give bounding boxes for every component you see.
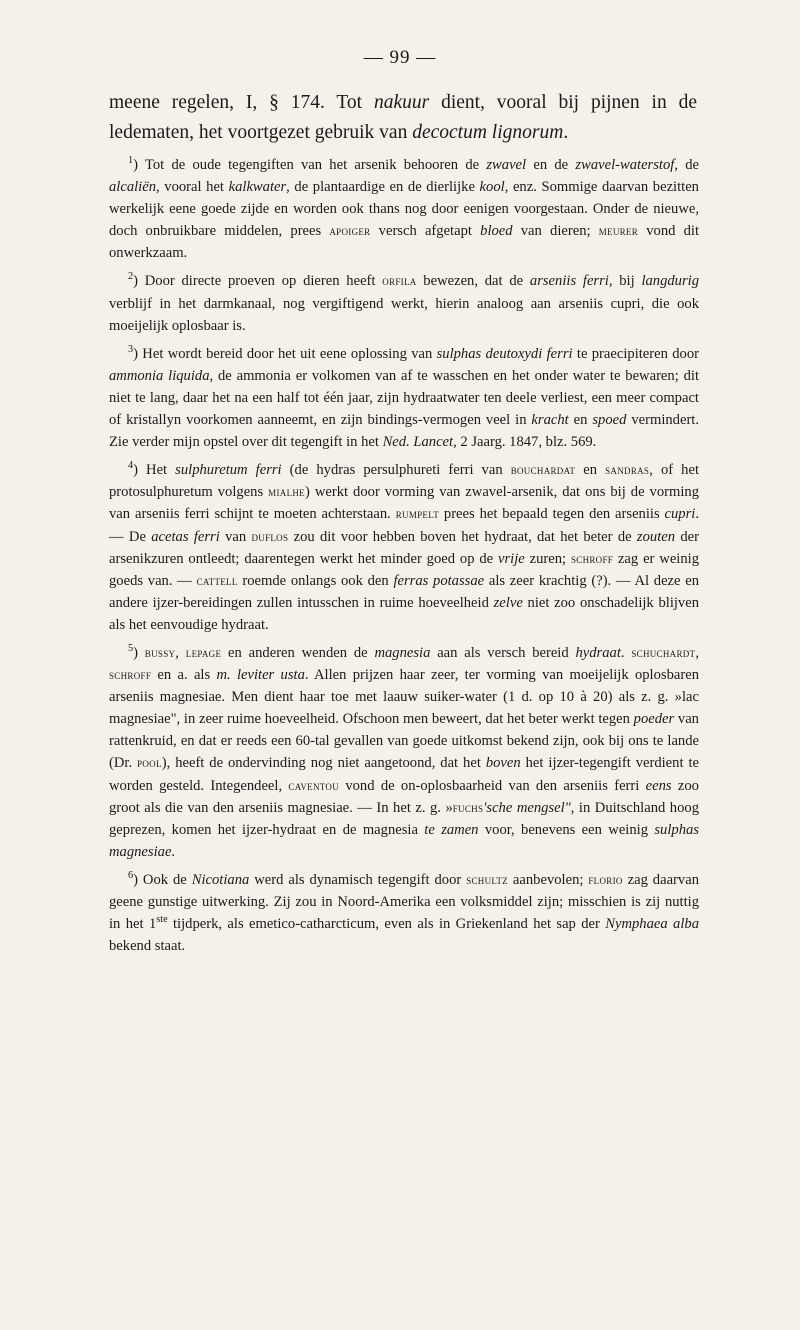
text-run: , bij xyxy=(608,273,642,290)
author-name: pool xyxy=(137,755,162,771)
text-run: ) Het wordt bereid door het uit eene oplossing van xyxy=(133,345,437,362)
author-name: schultz xyxy=(466,871,508,887)
italic-term: alcaliën xyxy=(109,179,157,196)
italic-term: kracht xyxy=(531,412,569,429)
text-run: werd als dynamisch tegengift door xyxy=(249,871,467,888)
italic-term: magnesia xyxy=(374,644,431,661)
author-name: schroff xyxy=(570,550,614,566)
italic-term: zwavel xyxy=(486,157,527,173)
footnote-5 xyxy=(109,642,699,863)
footnote-marker: 5 xyxy=(128,643,134,655)
italic-term: te zamen xyxy=(424,821,479,838)
text-run: zou dit voor hebben boven het hydraat, dat het beter de xyxy=(288,528,637,545)
italic-term: zwavel-waterstof xyxy=(575,157,675,173)
footnote-marker: 2 xyxy=(128,271,134,283)
text-run: en a. als xyxy=(151,667,217,684)
text-run: tijdperk, als emetico-catharcticum, even als in Griekenland het sap der xyxy=(167,916,606,933)
text-run: vermindert. Zie verder mijn opstel over dit tegengift in het xyxy=(109,412,700,451)
text-run: , in Duitschland hoog geprezen, komen het ijzer-hydraat en de magnesia xyxy=(109,799,699,838)
author-name: sandras xyxy=(605,462,650,478)
text-run: voor, benevens een weinig xyxy=(478,821,655,838)
footnote-marker: 4 xyxy=(128,460,134,472)
italic-term: zouten xyxy=(636,528,676,545)
text-run: bewezen, dat de xyxy=(416,273,530,290)
text-run: roemde onlangs ook den xyxy=(237,572,394,589)
text-run: ) Het xyxy=(133,462,176,479)
italic-term: zelve xyxy=(493,594,523,611)
text-run: der arsenikzuren ontleedt; daarentegen werkt het minder goed op de xyxy=(109,528,699,567)
italic-term: 'sche mengsel" xyxy=(483,799,571,816)
italic-term: langdurig xyxy=(641,273,700,290)
author-name: schroff xyxy=(109,667,152,683)
text-run: zag daarvan geene gunstige uitwerking. Zij zou in Noord-Amerika een volksmiddel zijn; misschien is zij nuttig in het 1 xyxy=(109,871,699,933)
text-run: als zeer krachtig (?). — Al deze en andere ijzer-bereidingen zullen intusschen in ruime hoeveelheid xyxy=(109,572,700,611)
text-run: , of het protosulphuretum volgens xyxy=(109,462,700,501)
author-name: schuchardt xyxy=(631,644,696,660)
footnote-marker: 3 xyxy=(128,343,134,355)
author-name: meurer xyxy=(598,223,639,239)
italic-term: sulphas deutoxydi ferri xyxy=(436,345,573,362)
text-run: ) werkt door vorming van zwavel-arsenik, dat ons bij de vorming van arseniis ferri schijnt te moeten achterstaan. xyxy=(109,484,700,523)
footnote-1 xyxy=(109,154,699,264)
text-run: vond de on-oplosbaarheid van den arseniis ferri xyxy=(339,777,646,794)
footnote-marker: 6 xyxy=(128,870,134,882)
text-run: , enz. Sommige daarvan bezitten werkelijk eene goede zijde en worden ook thans nog door eenigen voorgestaan. Onder de nieuwe, doch onbruikbare middelen, prees xyxy=(109,179,699,240)
italic-term: m. leviter usta xyxy=(216,667,305,684)
text-run: ), heeft de ondervinding nog niet aangetoond, dat het xyxy=(161,755,486,772)
text-run: zag er weinig goeds van. — xyxy=(109,550,699,589)
footnote-marker: 1 xyxy=(128,155,134,167)
author-name: fuchs xyxy=(452,799,484,815)
italic-term: kool xyxy=(479,179,505,196)
footnote-6 xyxy=(109,869,699,957)
italic-term: ammonia liquida xyxy=(109,367,210,384)
text-run: versch afgetapt xyxy=(370,223,481,240)
author-name: lepage xyxy=(185,644,222,660)
text-run: zuren; xyxy=(524,550,571,567)
author-name: rumpelt xyxy=(395,506,439,522)
footnote-3 xyxy=(109,343,699,453)
text-run: vond dit onwerkzaam. xyxy=(109,223,700,262)
text-run: , xyxy=(175,644,186,661)
main-paragraph-text xyxy=(109,88,697,148)
text-run: , de xyxy=(674,157,700,173)
italic-term: acetas ferri xyxy=(151,528,220,545)
text-run: niet zoo onschadelijk blijven als het eenvoudige hydraat. xyxy=(109,594,700,633)
italic-term: Ned. Lancet xyxy=(382,434,454,451)
author-name: bouchardat xyxy=(510,462,576,478)
text-run: prees het bepaald tegen den arseniis xyxy=(439,506,665,523)
italic-term: sulphas magnesiae xyxy=(109,821,699,860)
author-name: orfila xyxy=(382,273,417,289)
text-run: , vooral het xyxy=(156,179,229,196)
italic-term: sulphuretum ferri xyxy=(175,462,282,479)
text-run: bekend staat. xyxy=(109,938,186,955)
text-run: zoo groot als die van den arseniis magnesiae. — In het z. g. » xyxy=(109,777,699,816)
italic-term: eens xyxy=(645,777,672,794)
text-run: en anderen wenden de xyxy=(221,644,375,661)
author-name: bussy xyxy=(144,644,176,660)
italic-term: boven xyxy=(485,755,521,772)
italic-term: Nymphaea alba xyxy=(605,916,699,933)
italic-term: decoctum lignorum xyxy=(412,122,564,143)
italic-term: nakuur xyxy=(373,92,430,113)
italic-term: bloed xyxy=(480,223,513,240)
italic-term: ferras potassae xyxy=(393,572,485,589)
text-run: te praecipiteren door xyxy=(572,345,700,362)
text-run: . xyxy=(620,644,632,661)
author-name: apoiger xyxy=(329,223,371,239)
author-name: florio xyxy=(588,871,623,887)
text-run: , de plantaardige en de dierlijke xyxy=(286,179,480,196)
text-run: het ijzer-tegengift verdient te worden gesteld. Integendeel, xyxy=(109,755,699,794)
italic-term: vrije xyxy=(498,550,525,567)
text-run: aanbevolen; xyxy=(507,871,589,888)
footnotes xyxy=(109,154,699,963)
text-run: , xyxy=(695,644,700,661)
text-run: dient, vooral bij pijnen in de ledematen, het voortgezet gebruik van xyxy=(109,92,697,143)
main-paragraph xyxy=(109,88,697,148)
footnote-2 xyxy=(109,270,699,336)
text-run: , de ammonia er volkomen van af te wasschen en het onder water te bewaren; dit niet te lang, daar het na een half tot één jaar, zijn hydraatwater ten deele verliest, een meer compact of kristallyn voorkomen aanneemt, en zijn bindings-vermogen veel in xyxy=(109,367,699,429)
footnote-4 xyxy=(109,459,699,636)
italic-term: kalkwater xyxy=(228,179,287,196)
italic-term: Nicotiana xyxy=(191,871,250,888)
text-run: van dieren; xyxy=(512,223,599,240)
text-run: . xyxy=(563,122,569,143)
author-name: caventou xyxy=(288,777,339,793)
text-run: ) Tot de oude tegengiften van het arsenik behooren de xyxy=(133,157,487,173)
italic-term: poeder xyxy=(633,711,675,728)
text-run: . xyxy=(171,843,176,860)
text-run: meene regelen, I, § 174. Tot xyxy=(109,92,374,113)
text-run: . Allen prijzen haar zeer, ter vorming van moeijelijk oplosbaren arseniis magnesiae. Men dient haar toe met laauw suiker-water (1 d. op 10 à 20) als z. g. »lac magnesiae", in zeer ruime hoeveelheid. Ofschoon men beweert, dat het beter werkt tegen xyxy=(109,667,699,728)
text-run: aan als versch bereid xyxy=(430,644,576,661)
ordinal-suffix: ste xyxy=(156,914,168,926)
italic-term: hydraat xyxy=(575,644,621,661)
text-run: en de xyxy=(526,157,576,173)
text-run: (de hydras persulphureti ferri van xyxy=(281,462,511,479)
text-run: en xyxy=(568,412,593,429)
italic-term: spoed xyxy=(592,412,627,429)
text-run: ) Door directe proeven op dieren heeft xyxy=(133,273,383,290)
italic-term: cupri xyxy=(664,506,696,523)
text-run: verblijf in het darmkanaal, nog vergiftigend werkt, hierin analoog aan arseniis cupri, die ook moeijelijk oplosbaar is. xyxy=(109,295,699,334)
author-name: cattell xyxy=(196,572,238,588)
text-run: , 2 Jaarg. 1847, blz. 569. xyxy=(453,434,597,451)
text-run: ) xyxy=(133,644,145,661)
page-number: — 99 — xyxy=(363,47,437,68)
text-run: . — De xyxy=(109,506,699,545)
text-run: ) Ook de xyxy=(133,871,192,888)
text-run: van rattenkruid, en dat er reeds een 60-tal gevallen van goede uitkomst bekend zijn, ook bij ons te lande (Dr. xyxy=(109,711,699,772)
italic-term: arseniis ferri xyxy=(529,273,609,290)
text-run: en xyxy=(575,462,606,479)
text-run: van xyxy=(219,528,252,545)
author-name: duflos xyxy=(251,528,289,544)
author-name: mialhe xyxy=(268,484,305,500)
